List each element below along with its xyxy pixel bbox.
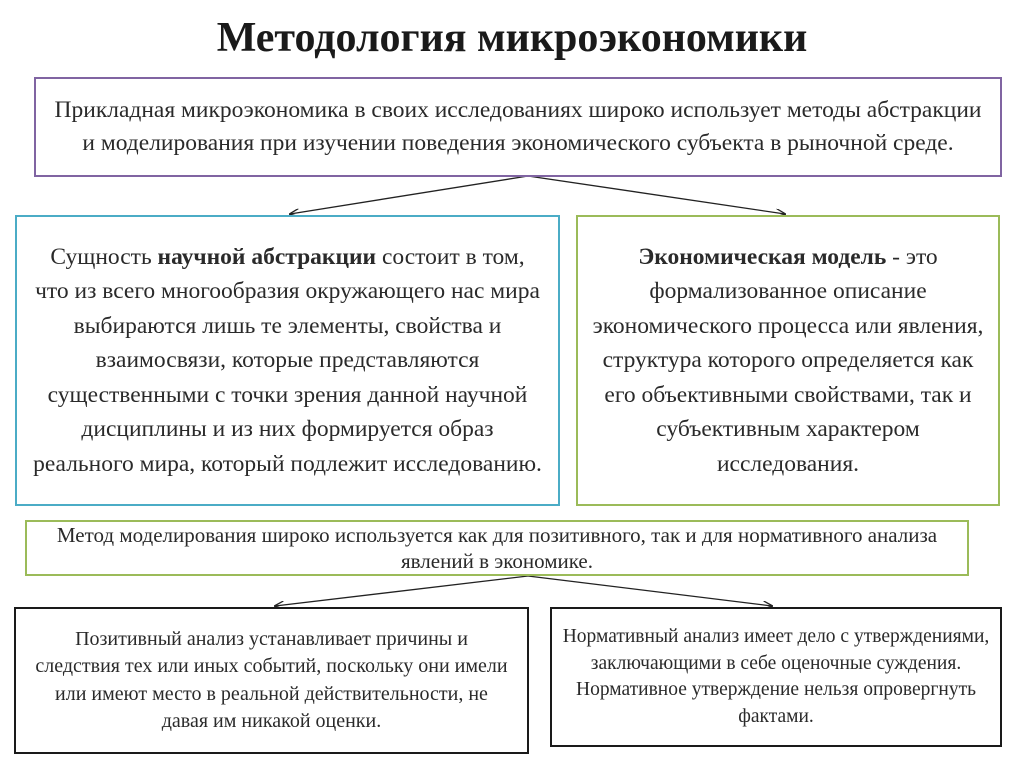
top-box — [34, 77, 1002, 177]
page-title: Методология микроэкономики — [216, 15, 808, 61]
arrow-to-bottom-right-box — [528, 576, 772, 606]
arrow-to-right-box — [528, 176, 785, 214]
economic-model-box — [576, 215, 1000, 506]
top-box-text: Прикладная микроэкономика в своих исследованиях широко использует методы абстракции и моделирования при изучении поведения экономического субъекта в рыночной среде. — [54, 97, 982, 156]
economic-model-term: Экономическая модель — [638, 243, 887, 270]
arrow-to-left-box — [290, 176, 528, 214]
modeling-method-text: Метод моделирования широко используется как для позитивного, так и для нормативного анализа явлений в экономике. — [56, 523, 938, 573]
arrow-to-bottom-left-box — [275, 576, 528, 606]
abstraction-box-text — [31, 240, 544, 482]
positive-analysis-text: Позитивный анализ устанавливает причины и следствия тех или иных событий, поскольку они имели или имеют место в реальной действительности, не давая им никакой оценки. — [35, 627, 508, 732]
abstraction-definition: состоит в том, что из всего многообразия окружающего нас мира выбираются лишь те элементы, свойства и взаимосвязи, которые представляются существенными с точки зрения данной научной дисциплины и из них формируется образ реального мира, который подлежит исследованию. — [33, 243, 542, 477]
abstraction-box — [15, 215, 560, 506]
normative-analysis-text: Нормативный анализ имеет дело с утверждениями, заключающими в себе оценочные суждения. Нормативное утверждение нельзя опровергнуть фактами. — [562, 626, 990, 727]
abstraction-term: научной абстракции — [157, 243, 377, 270]
positive-analysis-box — [14, 607, 529, 754]
economic-model-box-text — [592, 240, 984, 482]
economic-model-definition: - это формализованное описание экономического процесса или явления, структура которого определяется как его объективными свойствами, так и субъективным характером исследования. — [592, 243, 984, 477]
modeling-method-box — [25, 520, 969, 576]
normative-analysis-box — [550, 607, 1002, 747]
abstraction-prefix: Сущность — [50, 243, 158, 270]
